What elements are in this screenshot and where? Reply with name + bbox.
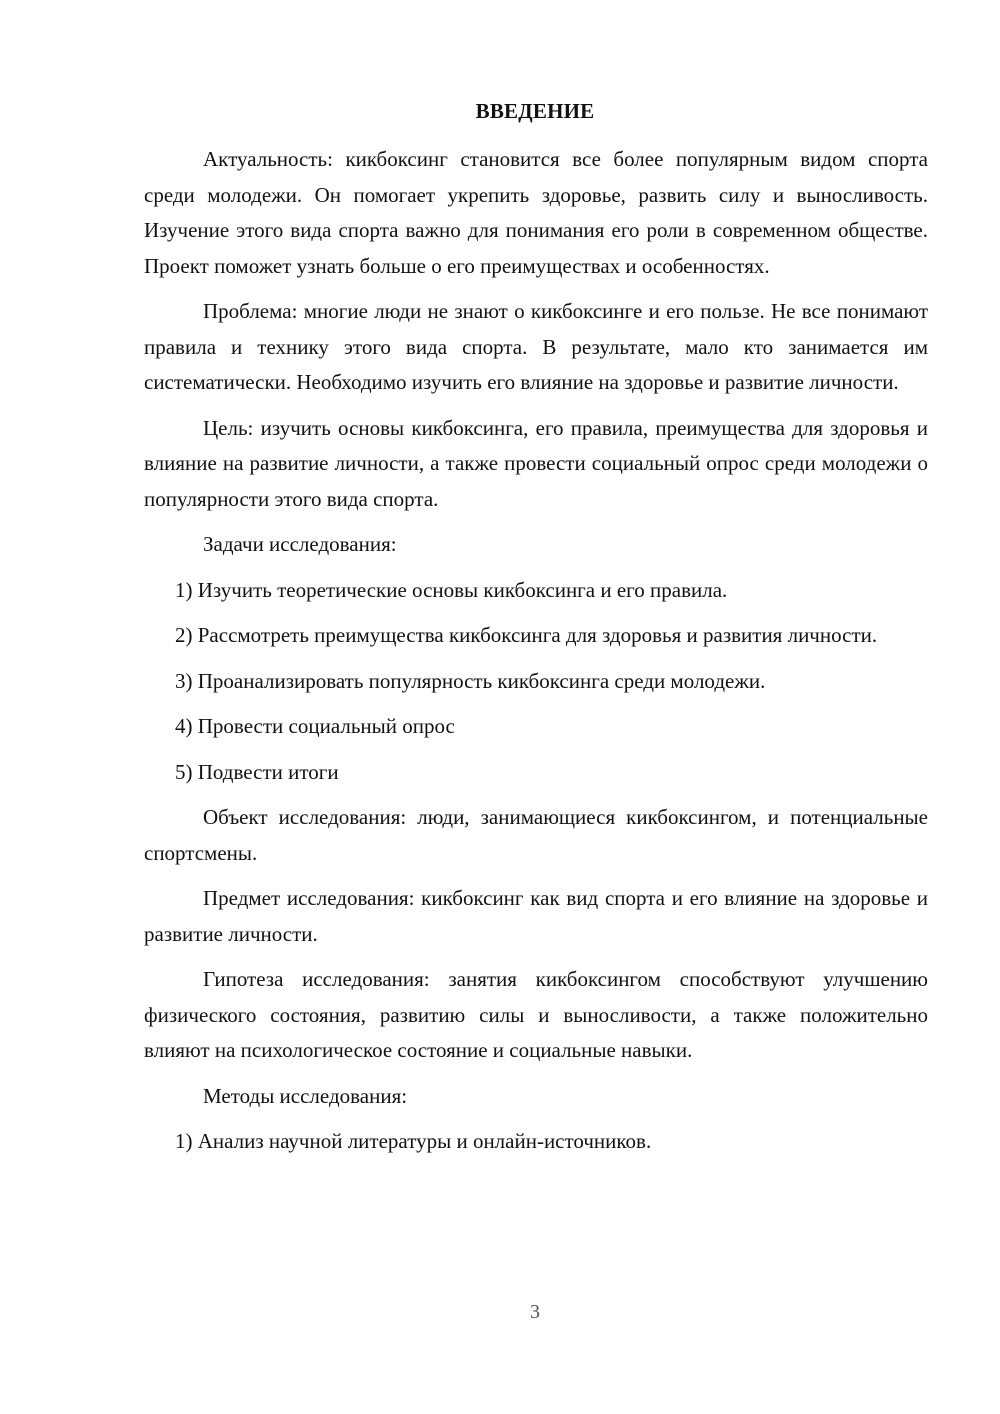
paragraph-tasks-heading: Задачи исследования: bbox=[203, 532, 397, 556]
task-item-5: 5) Подвести итоги bbox=[175, 759, 339, 784]
task-item-3: 3) Проанализировать популярность кикбоксинга среди молодежи. bbox=[175, 668, 766, 693]
body-text bbox=[144, 142, 928, 1170]
paragraph-relevance: Актуальность: кикбоксинг становится все более популярным видом спорта среди молодежи. Он помогает укрепить здоровье, развить силу и выносливость. Изучение этого вида спорта важно для понимания его роли в современном обществе. Проект поможет узнать больше о его преимуществах и особенностях. bbox=[144, 147, 928, 278]
section-heading: ВВЕДЕНИЕ bbox=[475, 99, 595, 123]
paragraph-hypothesis: Гипотеза исследования: занятия кикбоксингом способствуют улучшению физического состояния, развитию силы и выносливости, а также положительно влияют на психологическое состояние и социальные навыки. bbox=[144, 967, 928, 1062]
paragraph-problem: Проблема: многие люди не знают о кикбоксинге и его пользе. Не все понимают правила и технику этого вида спорта. В результате, мало кто занимается им систематически. Необходимо изучить его влияние на здоровье и развитие личности. bbox=[144, 299, 928, 394]
paragraph-object: Объект исследования: люди, занимающиеся кикбоксингом, и потенциальные спортсмены. bbox=[144, 805, 928, 865]
paragraph-goal: Цель: изучить основы кикбоксинга, его правила, преимущества для здоровья и влияние на развитие личности, а также провести социальный опрос среди молодежи о популярности этого вида спорта. bbox=[144, 415, 928, 511]
task-item-1: 1) Изучить теоретические основы кикбоксинга и его правила. bbox=[175, 577, 728, 602]
task-item-4: 4) Провести социальный опрос bbox=[175, 714, 455, 738]
paragraph-methods-heading: Методы исследования: bbox=[203, 1083, 408, 1108]
paragraph-subject: Предмет исследования: кикбоксинг как вид спорта и его влияние на здоровье и развитие личности. bbox=[144, 886, 928, 946]
page-number: 3 bbox=[530, 1301, 540, 1323]
method-item-1: 1) Анализ научной литературы и онлайн-источников. bbox=[175, 1129, 652, 1153]
task-item-2: 2) Рассмотреть преимущества кикбоксинга для здоровья и развития личности. bbox=[175, 623, 878, 647]
